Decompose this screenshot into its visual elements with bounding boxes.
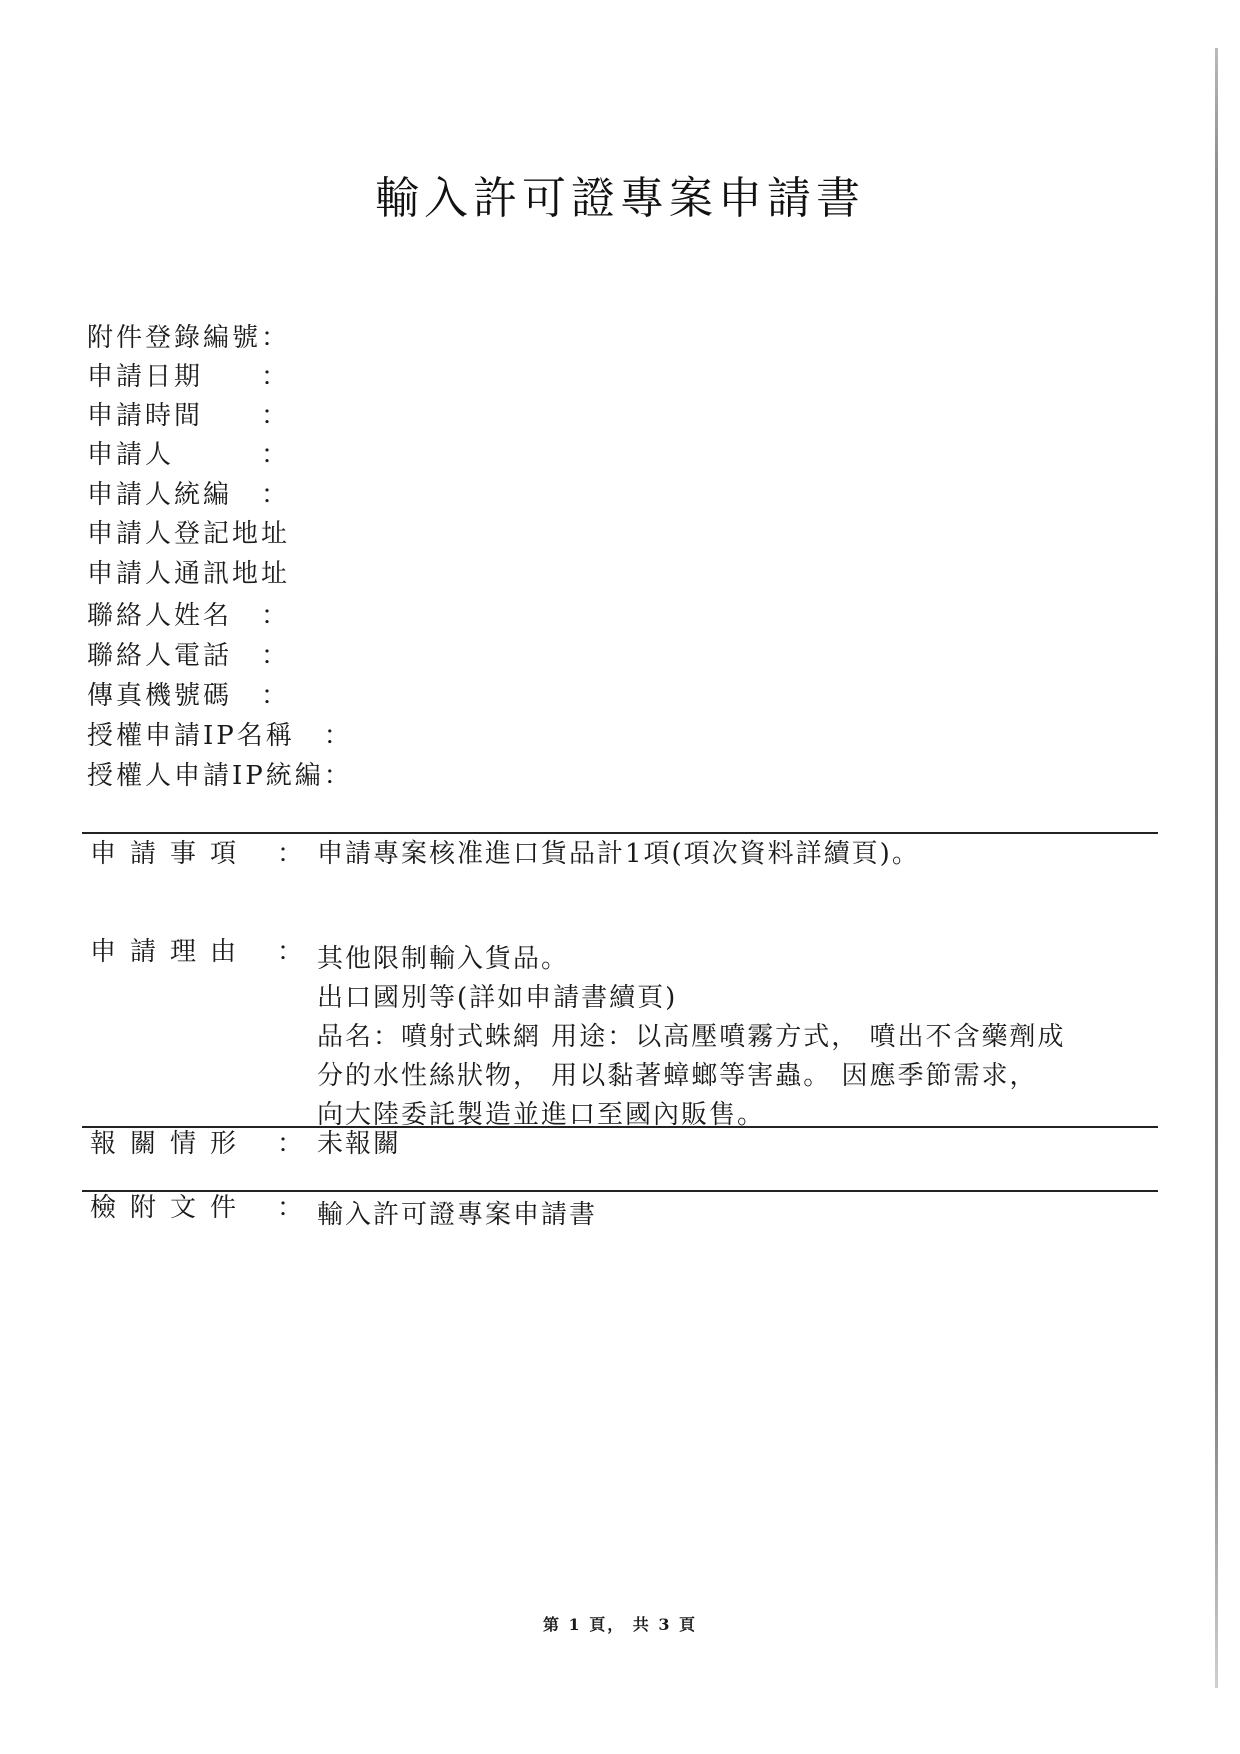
section-colon: ：	[277, 1129, 304, 1159]
section-colon: ：	[277, 839, 304, 869]
section-value: 未報關	[317, 1129, 402, 1159]
field-mailing-address: 申請人通訊地址	[87, 559, 291, 589]
section-colon: ：	[277, 937, 304, 967]
reason-line: 其他限制輸入貨品。	[317, 944, 570, 974]
section-value: 申請專案核准進口貨品計1項(項次資料詳續頁)。	[317, 839, 920, 869]
reason-line: 分的水性絲狀物， 用以黏著蟑螂等害蟲。 因應季節需求，	[317, 1061, 1038, 1091]
scan-edge	[1215, 48, 1218, 1688]
reason-line: 出口國別等(詳如申請書續頁)	[317, 983, 678, 1013]
field-applicant: 申請人 ：	[87, 440, 291, 470]
field-authorizer-ip-tax-id: 授權人申請IP統編：	[87, 761, 353, 791]
field-fax-number: 傳真機號碼 ：	[87, 681, 291, 711]
section-label: 申請事項	[90, 839, 251, 869]
section-label: 報關情形	[90, 1129, 251, 1159]
reason-line: 品名：噴射式蛛網 用途：以高壓噴霧方式， 噴出不含藥劑成	[317, 1022, 1066, 1052]
field-contact-phone: 聯絡人電話 ：	[87, 641, 291, 671]
divider-line	[82, 832, 1158, 834]
field-application-time: 申請時間 ：	[87, 401, 291, 431]
page-number: 第 1 頁， 共 3 頁	[542, 1615, 698, 1634]
reason-line: 向大陸委託製造並進口至國內販售。	[317, 1100, 766, 1130]
field-registered-address: 申請人登記地址	[87, 519, 291, 549]
section-label: 申請理由	[90, 937, 251, 967]
section-label: 檢附文件	[90, 1193, 251, 1223]
section-value: 輸入許可證專案申請書	[317, 1200, 598, 1230]
field-application-date: 申請日期 ：	[87, 362, 291, 392]
field-contact-name: 聯絡人姓名 ：	[87, 601, 291, 631]
document-title: 輸入許可證專案申請書	[375, 173, 865, 224]
field-attachment-number: 附件登錄編號：	[87, 323, 291, 353]
field-authorized-ip-name: 授權申請IP名稱 ：	[87, 721, 353, 751]
field-applicant-tax-id: 申請人統編 ：	[87, 480, 291, 510]
section-colon: ：	[277, 1193, 304, 1223]
